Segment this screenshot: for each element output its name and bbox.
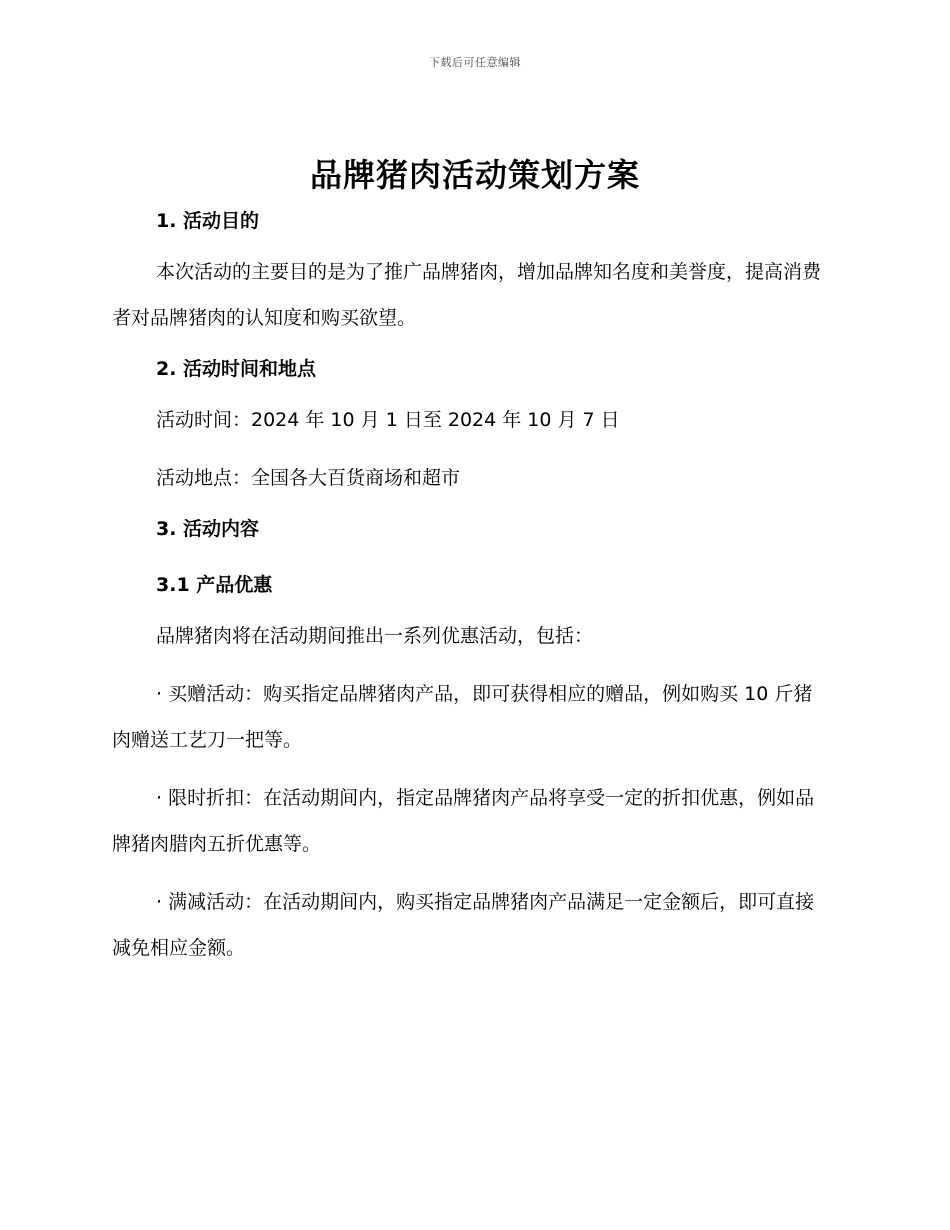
section-3-heading: 3. 活动内容 [156, 518, 260, 540]
section-2-place: 活动地点：全国各大百货商场和超市 [156, 467, 461, 489]
section-1-heading: 1. 活动目的 [156, 210, 260, 232]
document-body [112, 205, 824, 971]
section-2-heading: 2. 活动时间和地点 [156, 358, 317, 380]
section-1-paragraph: 本次活动的主要目的是为了推广品牌猪肉，增加品牌知名度和美誉度，提高消费者对品牌猪肉的认知度和购买欲望。 [112, 261, 822, 329]
section-2-time: 活动时间：2024 年 10 月 1 日至 2024 年 10 月 7 日 [156, 409, 620, 431]
header-note: 下载后可任意编辑 [429, 56, 521, 69]
document-title: 品牌猪肉活动策划方案 [309, 156, 640, 194]
list-item-buy-gift: · 买赠活动：购买指定品牌猪肉产品，即可获得相应的赠品，例如购买 10 斤猪肉赠送工艺刀一把等。 [112, 683, 813, 751]
section-3-1-heading: 3.1 产品优惠 [156, 574, 273, 596]
list-item-limited-discount: · 限时折扣：在活动期间内，指定品牌猪肉产品将享受一定的折扣优惠，例如品牌猪肉腊肉五折优惠等。 [112, 787, 815, 855]
section-3-1-intro: 品牌猪肉将在活动期间推出一系列优惠活动，包括： [156, 625, 594, 647]
list-item-spend-reduce: · 满减活动：在活动期间内，购买指定品牌猪肉产品满足一定金额后，即可直接减免相应金额。 [112, 891, 815, 959]
